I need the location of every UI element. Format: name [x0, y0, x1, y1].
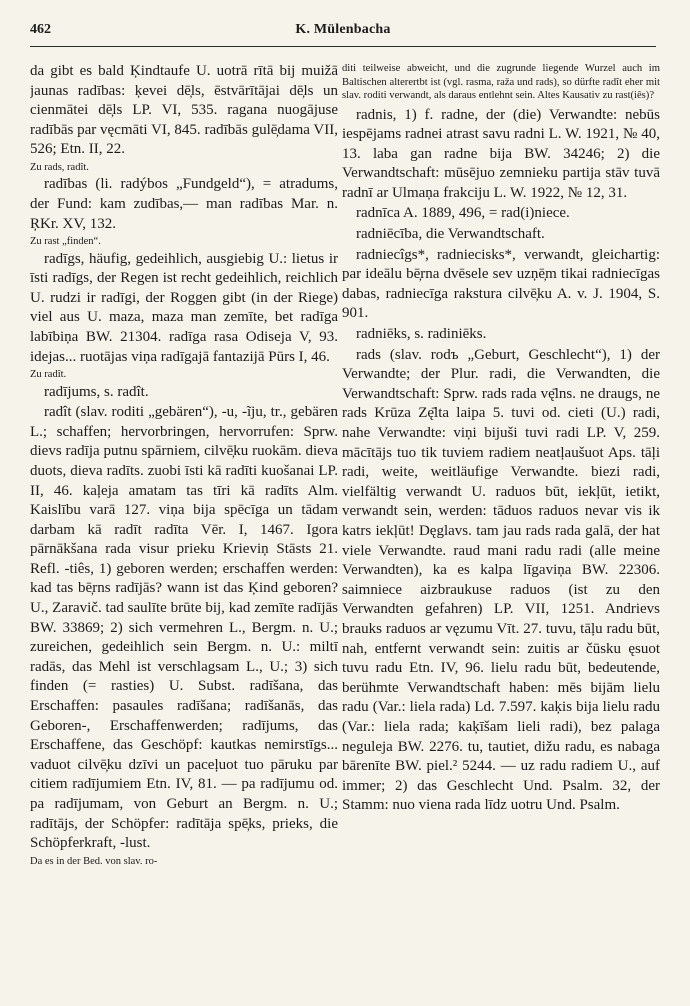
- running-title: K. Mülenbacha: [295, 22, 391, 37]
- right-column: [342, 62, 660, 1002]
- entry-continuation: da gibt es bald Ķindtaufe U. uotrā rītā bij muižā jaunas radības: ķevei dē̦ls, ēstvārītājai dē̦ls un cienmātei dē̦ls LP. VI, 535. ragana nuogājuse radībās par vęcmāti VI, 845. radībās gulē̦dama VII, 526; Etn. II, 22.: [30, 63, 338, 158]
- left-column: [30, 62, 338, 1002]
- page-header: [30, 20, 656, 47]
- entry-radijums: radījums, s. radît.: [44, 383, 149, 400]
- etymology-note: diti teilweise abweicht, und die zugrunde liegende Wurzel auch im Baltischen alterertbt ist (vgl. rasma, raža und rads), so dürfte radît eher mit slav. roditi verwandt, als daraus entlehnt sein. Altes Kausativ zu rast(iês)?: [342, 63, 660, 101]
- entry-radibas: radības (li. radýbos „Fundgeld“), = atradums, der Fund: kam zudības,— man radības Mar. n. ŖKr. XV, 132.: [30, 176, 338, 232]
- entry-radigs: radīgs, häufig, gedeihlich, ausgiebig U.: lietus ir īsti radīgs, der Regen ist recht gedeihlich, reichlich U. rudzi ir radīgi, der Roggen gibt (in der Riege) viel aus U. maza, maza man zemīte, bet radīga labībiņa BW. 21304. radīga rasa Odiseja V, 93. idejas... ruotājas viņa radīgajā fantazijā Pūrs I, 46.: [30, 250, 338, 365]
- etymology-note: Da es in der Bed. von slav. ro-: [30, 855, 158, 867]
- entry-radnieks: radniēks, s. radiniēks.: [356, 326, 487, 343]
- page-number: 462: [30, 22, 51, 37]
- entry-rads: rads (slav. rodъ „Geburt, Geschlecht“), 1) der Verwandte; der Plur. radi, die Verwandten, die Verwandtschaft: Sprw. rads rada vę̄lns. ne draugs, ne rads Krūza Zę̄lta laipa 5. tuvi od. cieti (U.) radi, nahe Verwandte: viņi bijuši tuvi radi LP. V, 259. mācītājs tuo tik tuviem radiem neatļaušuot Aps. tāļi radi, weite, weitläufige Verwandte. biezi radi, vielfältig verwandt U. raduos būt, iekļūt, ietikt, verwandt sein, werden: tāduos raduos nevar vis ik katrs iekļūt! Dęglavs. tam jau rads rada galā, der hat viele Verwandte. raud mani radu radi (alle meine Verwandten), ka es kalpa līgaviņa BW. 22306. saimniece aizbraukuse raduos (ist zu den Verwandten gefahren) LP. VII, 1251. Andrievs brauks raduos ar vęzumu Vīt. 27. tuvu, tāļu radu būt, nah, entfernt verwandt sein: zuitis ar čūsku ęsuot tuvu radu Etn. IV, 96. lielu radu būt, bedeutende, berühmte Verwandtschaft haben: mēs bijām lielu radu (Var.: liela rada) Ld. 7.597. kaķis bija lielu radu (Var.: liela rada; kaķīšam lieli radi), bez palaga neguleja BW. 2276. tu, tautiet, dižu radu, es nabaga bārenīte BW. piel.² 5244. — uz radu radiem U., auf immer; 2) das Geschlecht Und. Psalm. 32, der Stamm: nuo viena rada līdz uotru Und. Psalm.: [342, 346, 660, 814]
- entry-radniecigs: radniecîgs*, radniecisks*, verwandt, gleichartig: par ideālu bē̦rna dvēsele sev uzņē̦m tikai radniecīgas dabas, radniecīga rakstura cilvē̦ku A. v. J. 1904, S. 901.: [342, 246, 660, 322]
- etymology-note: Zu rads, radît.: [30, 161, 89, 173]
- entry-radnieciba: radniēcība, die Verwandtschaft.: [356, 226, 545, 243]
- etymology-note: Zu radît.: [30, 369, 67, 381]
- entry-radit: radît (slav. roditi „gebären“), -u, -ĩju, tr., gebären L.; schaffen; hervorbringen, hervorrufen: Sprw. dievs radīja putnu spārniem, cilvē̦ku ruokām. dieva duots, dieva radīts. zuobi īsti kā radīti kuošanai LP. II, 46. kaļeja amatam tas tīri kā radīts Alm. Kaislību varā 127. viņa bija spēcīga un tādam darbam kā radīt radīta Vēr. I, 1467. Igora pārnākšana rada visur prieku Krieviņ Stāsts 21. Refl. -tiês, 1) geboren werden; erschaffen werden: kad tas bē̦rns radījās? wann ist das Ķind geboren? U., Zaravič. tad saulīte brūte bij, kad zemīte radījās BW. 33869; 2) sich vermehren L., Bergm. n. U.; zureichen, gedeihlich sein Bergm. n. U.: miltī radās, das Mehl ist verschlagsam L., U.; 3) sich finden (= rasties) U. Subst. radīšana, das Erschaffen: pasaules radīšana; radīšanās, das Geboren-, Erschaffenwerden; radījums, das Erschaffene, das Geschöpf: kautkas nemirstīgs... vaduot cilvē̦ku dzīvi un paceļuot tuo pāruku par citiem radījumiem Etn. IV, 81. — pa radījumu od. pa radījumam, von Geburt an Bergm. n. U.; radītājs, der Schöpfer: radītāja spē̦ks, prieks, die Schöpferkraft, -lust.: [30, 404, 338, 852]
- entry-radnis: radnis, 1) f. radne, der (die) Verwandte: nebūs iespējams radnei atrast savu radni L. W. 1921, № 40, 13. laba gan radne bija BW. 34246; 2) die Verwandtschaft: mūsējuo zemnieku partija stāv tuvā radnī ar Ulmaņa frakciju L. W. 1922, № 12, 31.: [342, 106, 660, 201]
- entry-radnica: radnīca A. 1889, 496, = rad(i)niece.: [356, 205, 570, 222]
- etymology-note: Zu rast „finden“.: [30, 236, 101, 248]
